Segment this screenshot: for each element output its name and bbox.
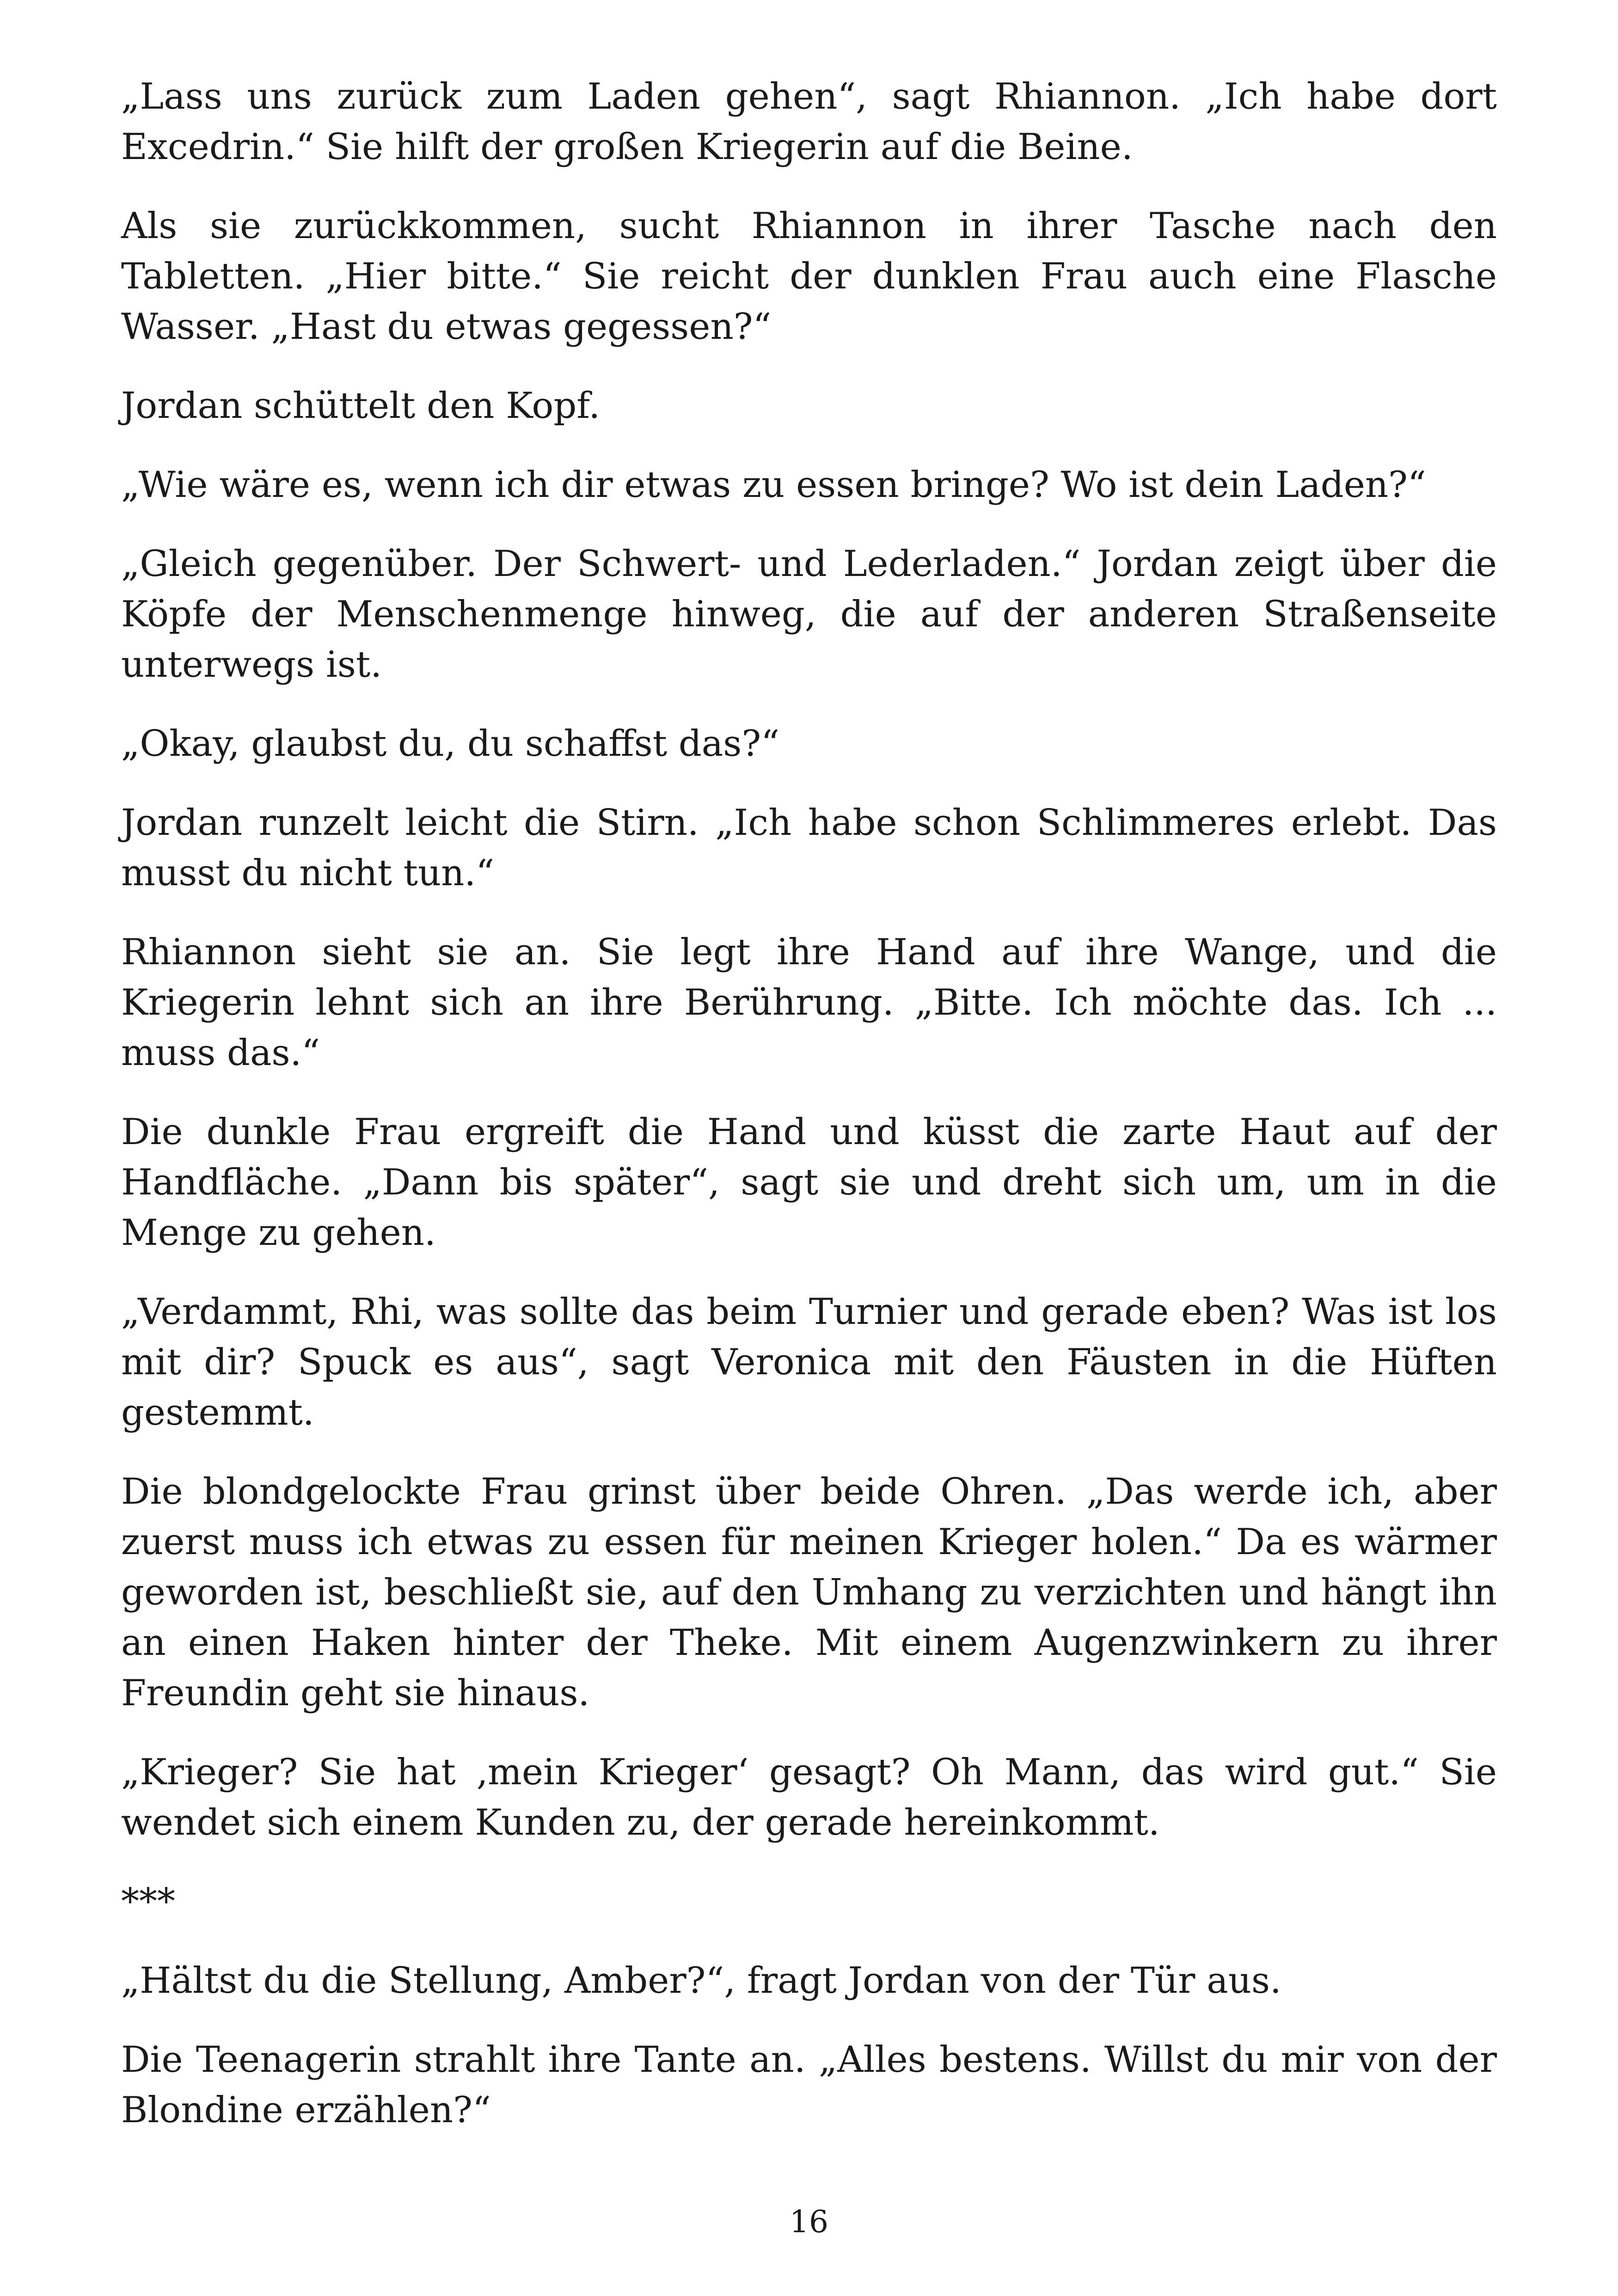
paragraph-6: „Okay, glaubst du, du schaffst das?“ [121,723,780,765]
page-number: 16 [790,2204,828,2240]
paragraph-7: Jordan runzelt leicht die Stirn. „Ich habe schon Schlimmeres erlebt. Das musst du nicht tun.“ [121,802,1497,894]
paragraph-3: Jordan schüttelt den Kopf. [121,385,601,427]
paragraph-9: Die dunkle Frau ergreift die Hand und küsst die zarte Haut auf der Handfläche. „Dann bis später“, sagt sie und dreht sich um, um in die Menge zu gehen. [121,1111,1497,1254]
paragraph-2: Als sie zurückkommen, sucht Rhiannon in ihrer Tasche nach den Tabletten. „Hier bitte.“ Sie reicht der dunklen Frau auch eine Flasche Wasser. „Hast du etwas gegessen?“ [121,205,1497,348]
paragraph-14: Die Teenagerin strahlt ihre Tante an. „Alles bestens. Willst du mir von der Blondine erzählen?“ [121,2039,1497,2131]
paragraph-13: „Hältst du die Stellung, Amber?“, fragt Jordan von der Tür aus. [121,1960,1281,2002]
paragraph-12: „Krieger? Sie hat ‚mein Krieger‘ gesagt? Oh Mann, das wird gut.“ Sie wendet sich einem Kunden zu, der gerade hereinkommt. [121,1751,1497,1843]
paragraph-10: „Verdammt, Rhi, was sollte das beim Turnier und gerade eben? Was ist los mit dir? Spuck es aus“, sagt Veronica mit den Fäusten in die Hüften gestemmt. [121,1291,1497,1433]
paragraph-1: „Lass uns zurück zum Laden gehen“, sagt Rhiannon. „Ich habe dort Excedrin.“ Sie hilft der großen Kriegerin auf die Beine. [121,76,1497,168]
paragraph-4: „Wie wäre es, wenn ich dir etwas zu essen bringe? Wo ist dein Laden?“ [121,464,1426,506]
paragraph-5: „Gleich gegenüber. Der Schwert- und Lederladen.“ Jordan zeigt über die Köpfe der Menschenmenge hinweg, die auf der anderen Straßenseite unterwegs ist. [121,543,1497,686]
body-text [121,72,1497,2164]
scene-separator: *** [121,1881,175,1923]
paragraph-8: Rhiannon sieht sie an. Sie legt ihre Hand auf ihre Wange, und die Kriegerin lehnt sich an ihre Berührung. „Bitte. Ich möchte das. Ich ... muss das.“ [121,931,1497,1074]
paragraph-11: Die blondgelockte Frau grinst über beide Ohren. „Das werde ich, aber zuerst muss ich etwas zu essen für meinen Krieger holen.“ Da es wärmer geworden ist, beschließt sie, auf den Umhang zu verzichten und hängt ihn an einen Haken hinter der Theke. Mit einem Augenzwinkern zu ihrer Freundin geht sie hinaus. [121,1471,1497,1714]
